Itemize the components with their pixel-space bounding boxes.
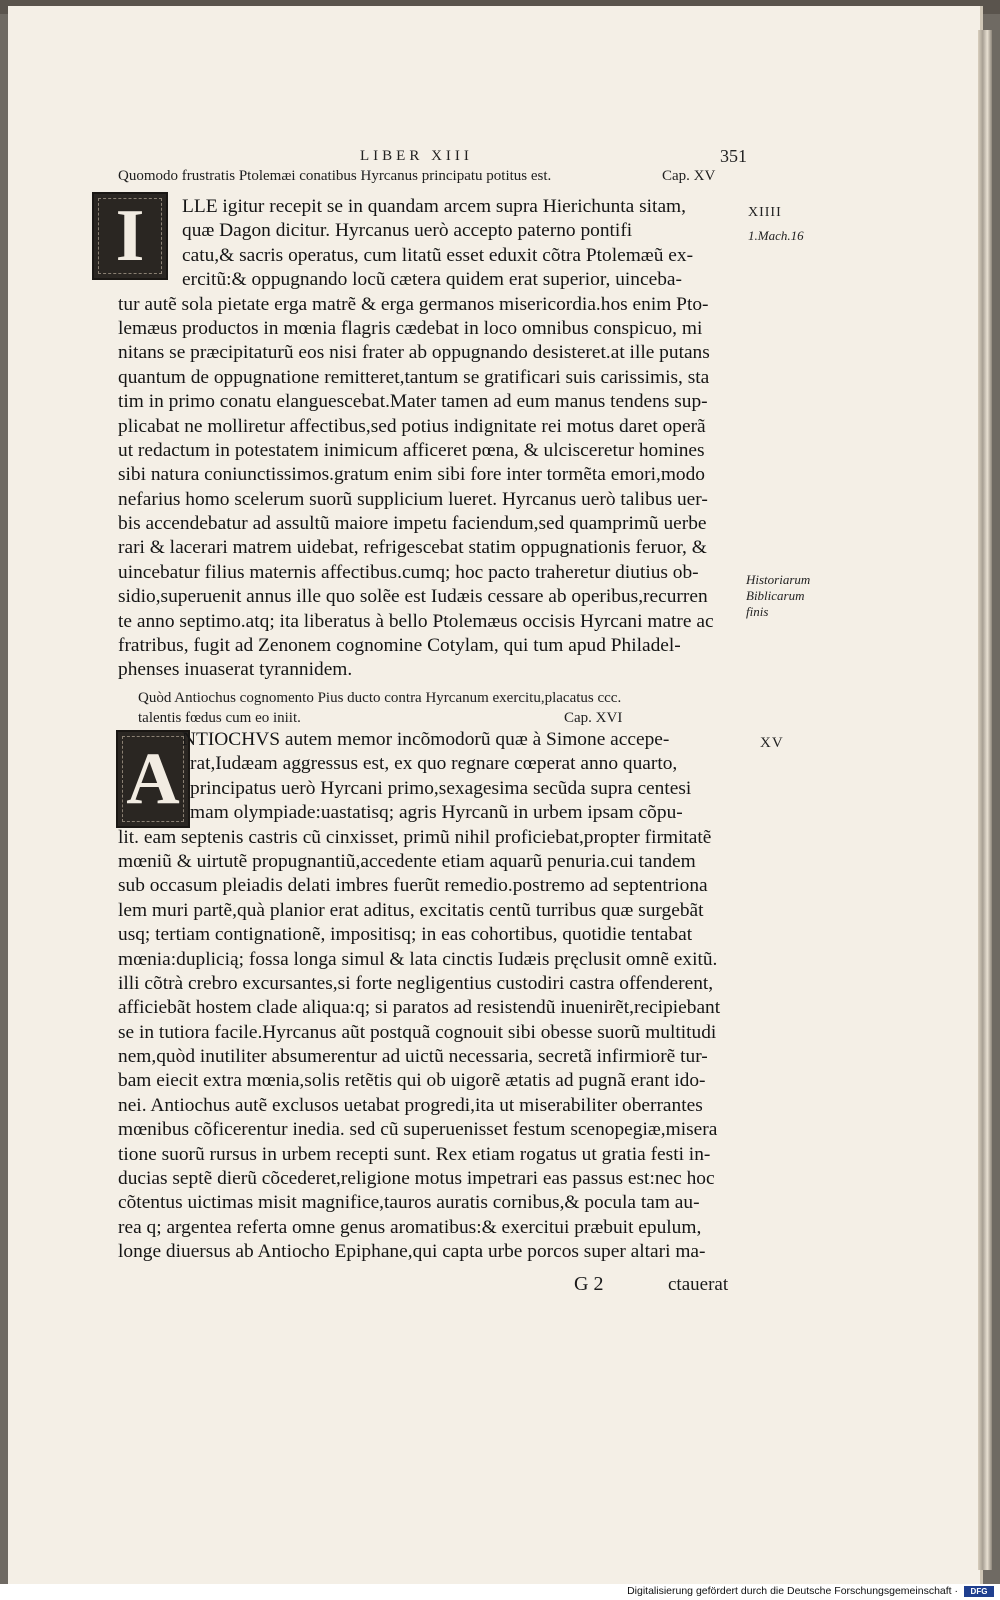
text-line: afficiebãt hostem clade aliqua:q; si paratos ad resistendũ inuenirẽt,recipiebant xyxy=(118,997,721,1019)
text-line: cõtentus uictimas misit magnifice,tauros auratis cornibus,& pocula tam au- xyxy=(118,1192,700,1214)
margin-note-line: Historiarum xyxy=(746,572,811,587)
chapter-16-title-line-2: talentis fœdus cum eo iniit. xyxy=(138,710,301,726)
initial-letter: A xyxy=(126,738,180,820)
text-line: lem muri partẽ,quà planior erat aditus, excitatis centũ turribus quæ surgebãt xyxy=(118,899,704,921)
text-line: tione suorũ rursus in urbem recepti sunt. Rex etiam rogatus ut gratia festi in- xyxy=(118,1143,711,1165)
text-line: principatus uerò Hyrcani primo,sexagesima secũda supra centesi xyxy=(190,777,692,799)
text-line: lit. eam septenis castris cũ cinxisset, primũ nihil proficiebat,propter firmitatẽ xyxy=(118,826,712,848)
chapter-15-title: Quomodo frustratis Ptolemæi conatibus Hyrcanus principatu potitus est. xyxy=(118,168,552,184)
chapter-15-number: Cap. XV xyxy=(662,168,716,184)
text-line: sibi natura coniunctissimos.gratum enim sibi fore inter tormẽta emori,modo xyxy=(118,464,705,486)
text-line: ducias septẽ dierũ cõcederet,religione motus impetrari eas passus est:nec hoc xyxy=(118,1168,715,1190)
text-line: nei. Antiochus autẽ exclusos uetabat progredi,ita ut miserabiliter oberrantes xyxy=(118,1094,703,1116)
text-line: phenses inuaserat tyrannidem. xyxy=(118,659,353,681)
text-line: tur autẽ sola pietate erga matrẽ & erga germanos misericordia.hos enim Pto- xyxy=(118,293,709,315)
text-line: nefarius homo scelerum suorũ supplicium lueret. Hyrcanus uerò talibus uer- xyxy=(118,488,708,510)
margin-note-mach: 1.Mach.16 xyxy=(748,228,804,243)
text-line: te anno septimo.atq; ita liberatus à bello Ptolemæus occisis Hyrcani matre ac xyxy=(118,610,714,632)
margin-note-line: finis xyxy=(746,604,769,619)
page-edge xyxy=(978,30,992,1570)
text-line: tim in primo conatu elanguescebat.Mater tamen ad eum manus tendens sup- xyxy=(118,391,708,413)
text-line: bis accendebatur ad assultũ maiore impetu faciendum,sed quamprimũ uerbe xyxy=(118,513,707,535)
text-line: fratribus, fugit ad Zenonem cognomine Cotylam, qui tum apud Philadel- xyxy=(118,635,681,657)
text-line: nitans se præcipitaturũ eos nisi frater ab oppugnando desisteret.at ille putans xyxy=(118,342,710,364)
chapter-15-body xyxy=(115,195,714,683)
text-line: NTIOCHVS autem memor incõmodorũ quæ à Simone accepe- xyxy=(182,729,670,750)
initial-letter: I xyxy=(115,195,145,277)
chapter-16-title-line-1: Quòd Antiochus cognomento Pius ducto contra Hyrcanum exercitu,placatus ccc. xyxy=(138,690,622,706)
text-line: LLE igitur recepit se in quandam arcem supra Hierichunta sitam, xyxy=(182,196,686,217)
text-line: sidio,superuenit annus ille quo solẽe est Iudæis cessare ab operibus,recurren xyxy=(118,586,708,608)
text-line: catu,& sacris operatus, cum litatũ esset eduxit cõtra Ptolemæũ ex- xyxy=(182,244,694,266)
text-line: se in tutiora facile.Hyrcanus aũt postquã cognouit sibi obesse suorũ multitudi xyxy=(118,1021,717,1043)
text-line: bam eiecit extra mœnia,solis retẽtis qui ob uigorẽ ætatis ad pugnã erant ido- xyxy=(118,1070,706,1092)
catchword: ctauerat xyxy=(668,1274,729,1295)
text-line: mœniũ & uirtutẽ propugnantiũ,accedente etiam aquarũ penuria.cui tandem xyxy=(118,850,696,872)
signature-mark: G 2 xyxy=(574,1273,604,1295)
text-line: plicabat ne molliretur affectibus,sed potius indignitate rei motus daret operã xyxy=(118,415,706,437)
text-line: lemæus productos in mœnia flagris cædebat in loco omnibus conspicuo, mi xyxy=(118,317,703,339)
folio-number: 351 xyxy=(720,146,747,166)
text-line: rari & lacerari matrem uidebat, refrigescebat statim oppugnationis feruor, & xyxy=(118,537,707,559)
text-line: uincebatur filius maternis affectibus.cumq; hoc pacto traheretur diutius ob- xyxy=(118,561,699,583)
text-line: usq; tertiam contignationẽ, impositisq; in eas cohortibus, quotidie tentabat xyxy=(118,924,693,946)
dfg-logo: DFG xyxy=(964,1586,994,1597)
margin-note-historiarum xyxy=(746,572,810,620)
chapter-16-heading xyxy=(138,688,758,728)
text-line: mœnia:duplicią; fossa longa simul & lata cinctis Iudæis pręclusit omnẽ exitũ. xyxy=(118,948,718,970)
text-line: rea q; argentea referta omne genus aromatibus:& exercitui præbuit epulum, xyxy=(118,1216,702,1238)
text-line: sub occasum pleiadis delati imbres fuerũt remedio.postremo ad septentriona xyxy=(118,875,708,897)
text-line: mam olympiade:uastatisq; agris Hyrcanũ in urbem ipsam cõpu- xyxy=(190,802,683,824)
margin-note-line: Biblicarum xyxy=(746,588,805,603)
chapter-16-number: Cap. XVI xyxy=(564,710,623,726)
text-line: rat,Iudæam aggressus est, ex quo regnare cœperat anno quarto, xyxy=(190,753,678,775)
text-line: ut redactum in potestatem inimicum afficeret pœna, & ulcisceretur homines xyxy=(118,439,705,461)
running-title: LIBER XIII xyxy=(360,148,473,164)
digitization-credit-text: Digitalisierung gefördert durch die Deutsche Forschungsgemeinschaft · xyxy=(627,1585,958,1597)
text-line: illi cõtrà crebro excursantes,si forte negligentius custodiri castra offenderent, xyxy=(118,972,714,994)
text-line: nem,quòd inutiliter absumerentur ad uictũ necessaria, secretã infirmiorẽ tur- xyxy=(118,1046,708,1068)
digitization-footer xyxy=(0,1584,1000,1600)
chapter-16-body xyxy=(118,728,720,1265)
text-line: quantum de oppugnatione remitteret,tantum se gratificari suis carissimis, sta xyxy=(118,366,710,388)
margin-note-xiiii: XIIII xyxy=(748,205,782,220)
margin-note-xv: XV xyxy=(760,735,784,751)
text-line: quæ Dagon dicitur. Hyrcanus uerò accepto paterno pontifi xyxy=(182,220,633,242)
text-line: ercitũ:& oppugnando locũ cætera quidem erat superior, uinceba- xyxy=(182,269,682,291)
chapter-15-heading xyxy=(118,166,838,186)
text-line: mœnibus cõficerentur inedia. sed cũ superuenisset festum scenopegiæ,misera xyxy=(118,1119,718,1141)
text-line: longe diuersus ab Antiocho Epiphane,qui capta urbe porcos super altari ma- xyxy=(118,1241,706,1263)
